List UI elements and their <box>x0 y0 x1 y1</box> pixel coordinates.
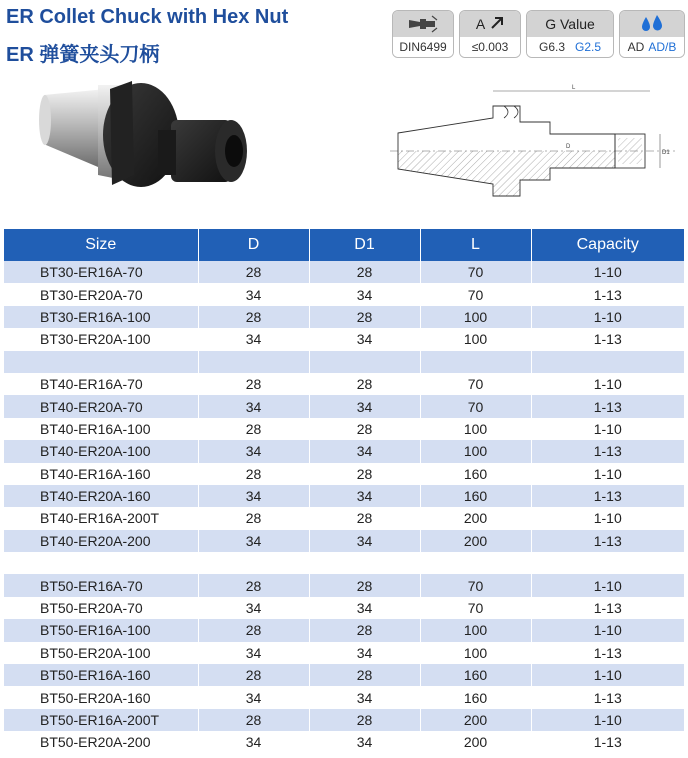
cell-capacity: 1-10 <box>593 465 622 482</box>
cell-size: BT50-ER16A-160 <box>4 664 198 686</box>
cell-capacity: 1-13 <box>593 600 622 617</box>
cell-d1: 34 <box>309 530 420 552</box>
cell-l: 100 <box>420 619 531 641</box>
page-subtitle-chinese: ER 弹簧夹头刀柄 <box>6 44 160 66</box>
cell-l: 200 <box>420 507 531 529</box>
cell-d: 34 <box>198 440 309 462</box>
cell-l: 160 <box>420 686 531 708</box>
cell-size: BT50-ER20A-70 <box>4 597 198 619</box>
cell-size: BT30-ER16A-70 <box>4 261 198 283</box>
accuracy-label: A <box>475 16 486 32</box>
cell-d: 28 <box>198 574 309 596</box>
standard-value: DIN6499 <box>399 40 447 54</box>
table-row <box>4 395 684 417</box>
cell-l: 160 <box>420 485 531 507</box>
coolant-drops-icon <box>620 11 684 37</box>
cell-d: 28 <box>198 418 309 440</box>
cell-size: BT50-ER16A-200T <box>4 709 198 731</box>
cell-size: BT50-ER20A-100 <box>4 642 198 664</box>
cell-d1: 34 <box>309 395 420 417</box>
cell-l: 200 <box>420 731 531 753</box>
cell-capacity: 1-10 <box>593 510 622 527</box>
cell-d: 34 <box>198 530 309 552</box>
cell-d: 28 <box>198 507 309 529</box>
cell-d1: 34 <box>309 686 420 708</box>
cell-l: 70 <box>420 597 531 619</box>
table-row <box>4 597 684 619</box>
cell-d1 <box>309 552 420 574</box>
accuracy-value: ≤0.003 <box>471 40 509 54</box>
cell-d1: 34 <box>309 642 420 664</box>
table-row <box>4 463 684 485</box>
cell-d: 34 <box>198 731 309 753</box>
cell-capacity: 1-10 <box>531 261 684 283</box>
cell-l <box>420 351 531 373</box>
cell-d1 <box>309 351 420 373</box>
spindle-taper-icon <box>393 11 453 37</box>
coolant-value-1: AD <box>627 40 645 54</box>
table-row <box>4 306 684 328</box>
cell-size: BT40-ER20A-100 <box>4 440 198 462</box>
cell-d1: 28 <box>309 574 420 596</box>
column-header-d: D <box>198 229 309 261</box>
table-row <box>4 485 684 507</box>
g-value-1: G6.3 <box>538 40 565 54</box>
g-value-label: G Value <box>545 16 595 32</box>
table-row <box>4 731 684 753</box>
cell-l: 160 <box>420 664 531 686</box>
cell-d: 34 <box>198 686 309 708</box>
cell-d: 34 <box>198 485 309 507</box>
cell-d: 28 <box>198 664 309 686</box>
cell-capacity: 1-13 <box>593 644 622 661</box>
table-row <box>4 642 684 664</box>
cell-d1: 28 <box>309 463 420 485</box>
table-row <box>4 418 684 440</box>
cell-size: BT40-ER20A-70 <box>4 395 198 417</box>
cell-d: 28 <box>198 619 309 641</box>
cell-d: 28 <box>198 463 309 485</box>
cell-capacity <box>531 351 684 373</box>
runout-arrow-icon <box>490 16 504 33</box>
cell-d1: 28 <box>309 418 420 440</box>
cell-capacity: 1-13 <box>593 331 622 348</box>
cell-l: 70 <box>420 395 531 417</box>
table-row <box>4 530 684 552</box>
table-row <box>4 440 684 462</box>
cell-d: 28 <box>198 306 309 328</box>
cell-d1: 28 <box>309 261 420 283</box>
table-header-row <box>4 229 684 261</box>
cell-d: 34 <box>198 597 309 619</box>
cell-capacity: 1-10 <box>531 709 684 731</box>
cell-d1: 28 <box>309 373 420 395</box>
cell-d1: 34 <box>309 283 420 305</box>
cell-d: 28 <box>198 261 309 283</box>
cell-capacity: 1-10 <box>531 574 684 596</box>
technical-drawing <box>390 78 675 213</box>
cell-size: BT40-ER16A-160 <box>4 463 198 485</box>
table-row <box>4 686 684 708</box>
table-row <box>4 574 684 596</box>
cell-d1: 34 <box>309 440 420 462</box>
cell-l: 100 <box>420 440 531 462</box>
spec-table <box>4 229 684 754</box>
table-row <box>4 619 684 641</box>
table-row <box>4 351 684 373</box>
table-row <box>4 261 684 283</box>
cell-d: 28 <box>198 709 309 731</box>
cell-capacity: 1-10 <box>593 420 622 437</box>
cell-d1: 28 <box>309 664 420 686</box>
dimension-l-label: L <box>572 85 576 91</box>
cell-l: 100 <box>420 306 531 328</box>
cell-size: BT30-ER16A-100 <box>4 306 198 328</box>
cell-capacity: 1-13 <box>531 485 684 507</box>
cell-size: BT50-ER20A-200 <box>4 731 198 753</box>
cell-capacity <box>531 552 684 574</box>
cell-d1: 28 <box>309 306 420 328</box>
cell-d1: 28 <box>309 619 420 641</box>
page-title: ER Collet Chuck with Hex Nut <box>6 6 289 28</box>
cell-d <box>198 351 309 373</box>
cell-size: BT40-ER16A-200T <box>4 507 198 529</box>
cell-d: 34 <box>198 642 309 664</box>
cell-capacity: 1-13 <box>531 395 684 417</box>
cell-size: BT40-ER20A-160 <box>4 485 198 507</box>
table-row <box>4 328 684 350</box>
table-row <box>4 373 684 395</box>
cell-capacity: 1-13 <box>593 286 622 303</box>
cell-l: 70 <box>420 574 531 596</box>
table-row <box>4 507 684 529</box>
cell-capacity: 1-10 <box>531 306 684 328</box>
cell-l: 200 <box>420 709 531 731</box>
cell-capacity: 1-13 <box>593 734 622 751</box>
cell-d1: 28 <box>309 709 420 731</box>
cell-l: 70 <box>420 283 531 305</box>
cell-d: 28 <box>198 373 309 395</box>
cell-capacity: 1-13 <box>593 689 622 706</box>
cell-size: BT50-ER16A-100 <box>4 619 198 641</box>
g-value-2: G2.5 <box>575 40 602 54</box>
column-header-size: Size <box>4 229 198 261</box>
cell-size: BT50-ER20A-160 <box>4 686 198 708</box>
cell-size: BT40-ER16A-70 <box>4 373 198 395</box>
coolant-value-2: AD/B <box>648 40 677 54</box>
table-row <box>4 552 684 574</box>
cell-l: 70 <box>420 261 531 283</box>
cell-d <box>198 552 309 574</box>
cell-capacity: 1-13 <box>531 440 684 462</box>
column-header-d1: D1 <box>309 229 420 261</box>
table-row <box>4 664 684 686</box>
column-header-l: L <box>420 229 531 261</box>
cell-size: BT30-ER20A-100 <box>4 328 198 350</box>
cell-capacity: 1-10 <box>531 619 684 641</box>
cell-size <box>4 552 198 574</box>
product-image <box>36 75 256 215</box>
cell-l: 200 <box>420 530 531 552</box>
cell-d: 34 <box>198 283 309 305</box>
accuracy-badge <box>459 10 521 58</box>
cell-d: 34 <box>198 395 309 417</box>
g-value-badge <box>526 10 614 58</box>
cell-size: BT50-ER16A-70 <box>4 574 198 596</box>
column-header-capacity: Capacity <box>531 229 684 261</box>
dimension-d1-label: D1 <box>662 150 670 156</box>
cell-d: 34 <box>198 328 309 350</box>
cell-size: BT40-ER20A-200 <box>4 530 198 552</box>
cell-l <box>420 552 531 574</box>
cell-d1: 34 <box>309 731 420 753</box>
cell-size: BT40-ER16A-100 <box>4 418 198 440</box>
dimension-d-label: D <box>566 144 571 150</box>
cell-capacity: 1-10 <box>531 664 684 686</box>
cell-l: 100 <box>420 418 531 440</box>
cell-l: 160 <box>420 463 531 485</box>
spec-badges <box>392 10 685 58</box>
cell-d1: 34 <box>309 328 420 350</box>
cell-l: 70 <box>420 373 531 395</box>
table-row <box>4 709 684 731</box>
cell-d1: 34 <box>309 597 420 619</box>
cell-size: BT30-ER20A-70 <box>4 283 198 305</box>
coolant-badge <box>619 10 685 58</box>
standard-badge <box>392 10 454 58</box>
cell-size <box>4 351 198 373</box>
cell-l: 100 <box>420 328 531 350</box>
cell-capacity: 1-10 <box>593 376 622 393</box>
cell-d1: 28 <box>309 507 420 529</box>
cell-l: 100 <box>420 642 531 664</box>
cell-capacity: 1-13 <box>531 530 684 552</box>
table-row <box>4 283 684 305</box>
cell-d1: 34 <box>309 485 420 507</box>
